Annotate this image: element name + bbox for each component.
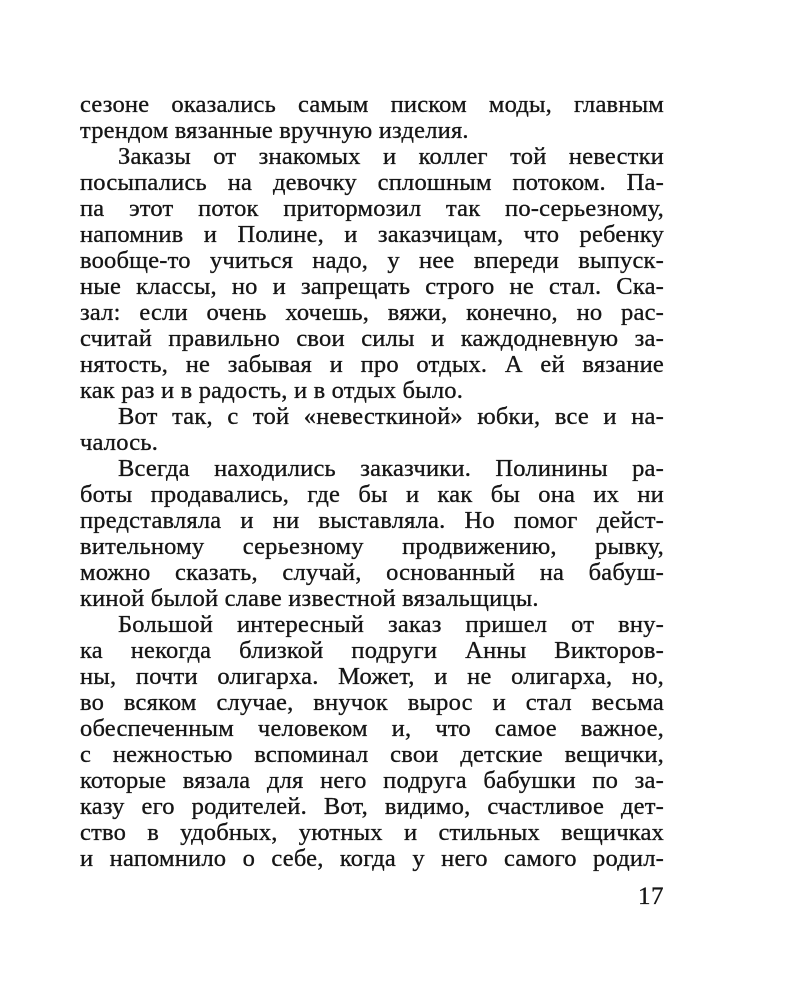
text-line: киной былой славе известной вязальщицы. — [80, 585, 539, 612]
text-line: ство в удобных, уютных и стильных вещичках — [80, 819, 664, 846]
text-line: казу его родителей. Вот, видимо, счастливое дет- — [80, 793, 664, 820]
text-line: ные классы, но и запрещать строго не стал. Ска- — [80, 273, 664, 300]
page-number: 17 — [638, 883, 664, 910]
text-line: боты продавались, где бы и как бы она их ни — [80, 481, 664, 508]
text-line: ны, почти олигарха. Может, и не олигарха, но, — [80, 663, 664, 690]
text-line: зал: если очень хочешь, вяжи, конечно, но рас- — [80, 299, 664, 326]
text-line: Всегда находились заказчики. Полинины ра- — [118, 455, 664, 482]
text-line: Вот так, с той «невесткиной» юбки, все и на- — [118, 403, 664, 430]
text-line: посыпались на девочку сплошным потоком. Па- — [80, 169, 664, 196]
text-line: па этот поток притормозил так по-серьезному, — [80, 195, 664, 222]
text-line: считай правильно свои силы и каждодневную за- — [80, 325, 664, 352]
text-line: которые вязала для него подруга бабушки по за- — [80, 767, 664, 794]
text-line: вительному серьезному продвижению, рывку, — [80, 533, 664, 560]
text-line: можно сказать, случай, основанный на бабуш- — [80, 559, 664, 586]
text-line: Заказы от знакомых и коллег той невестки — [118, 143, 664, 170]
text-line: чалось. — [80, 429, 159, 456]
text-line: обеспеченным человеком и, что самое важное, — [80, 715, 664, 742]
text-line: нятость, не забывая и про отдых. А ей вязание — [80, 351, 664, 378]
text-line: напомнив и Полине, и заказчицам, что ребенку — [80, 221, 664, 248]
text-line: трендом вязанные вручную изделия. — [80, 117, 469, 144]
text-line: сезоне оказались самым писком моды, главным — [80, 91, 664, 118]
text-line: представляла и ни выставляла. Но помог дейст- — [80, 507, 664, 534]
text-line: с нежностью вспоминал свои детские вещички, — [80, 741, 664, 768]
text-line: Большой интересный заказ пришел от вну- — [118, 611, 664, 638]
body-text-column — [80, 92, 664, 910]
text-line: и напомнило о себе, когда у него самого родил- — [80, 845, 664, 872]
text-line: ка некогда близкой подруги Анны Викторов- — [80, 637, 664, 664]
text-line: во всяком случае, внучок вырос и стал весьма — [80, 689, 664, 716]
text-line: вообще-то учиться надо, у нее впереди выпуск- — [80, 247, 664, 274]
text-line: как раз и в радость, и в отдых было. — [80, 377, 464, 404]
